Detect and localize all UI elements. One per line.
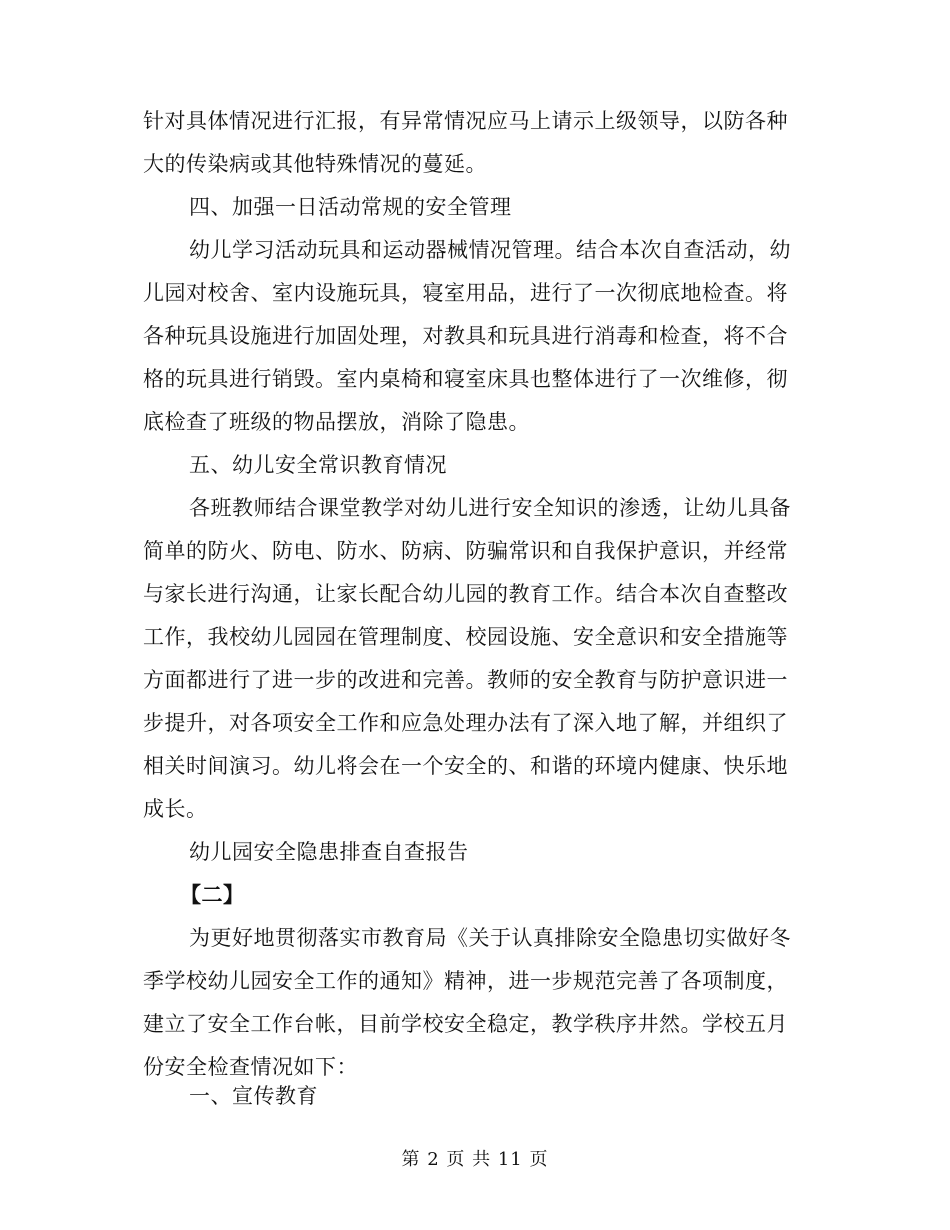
page-footer: 第 2 页 共 11 页 [401, 1149, 549, 1170]
body-text-line: 份安全检查情况如下： [143, 1055, 358, 1079]
body-text-line: 各班教师结合课堂教学对幼儿进行安全知识的渗透，让幼儿具备 [189, 496, 791, 520]
body-text-line: 大的传染病或其他特殊情况的蔓延。 [143, 152, 487, 176]
body-text-line: 成长。 [143, 797, 208, 821]
body-text-line: 方面都进行了进一步的改进和完善。教师的安全教育与防护意识进一 [143, 668, 788, 692]
body-text-line: 简单的防火、防电、防水、防病、防骗常识和自我保护意识，并经常 [143, 539, 788, 563]
body-text-line: 各种玩具设施进行加固处理，对教具和玩具进行消毒和检查，将不合 [143, 324, 788, 348]
part-marker: 【二】 [180, 882, 245, 907]
section-heading: 五、幼儿安全常识教育情况 [189, 453, 447, 477]
body-text-line: 季学校幼儿园安全工作的通知》精神，进一步规范完善了各项制度， [143, 969, 788, 993]
body-text-line: 为更好地贯彻落实市教育局《关于认真排除安全隐患切实做好冬 [189, 926, 791, 950]
body-text-line: 工作，我校幼儿园园在管理制度、校园设施、安全意识和安全措施等 [143, 625, 788, 649]
section-heading: 一、宣传教育 [189, 1084, 318, 1108]
section-heading: 四、加强一日活动常规的安全管理 [189, 195, 512, 219]
body-text-line: 步提升，对各项安全工作和应急处理办法有了深入地了解，并组织了 [143, 711, 788, 735]
body-text-line: 底检查了班级的物品摆放，消除了隐患。 [143, 410, 530, 434]
body-text-line: 建立了安全工作台帐，目前学校安全稳定，教学秩序井然。学校五月 [143, 1012, 788, 1036]
body-text-line: 相关时间演习。幼儿将会在一个安全的、和谐的环境内健康、快乐地 [143, 754, 788, 778]
report-title: 幼儿园安全隐患排查自查报告 [189, 840, 469, 864]
body-text-line: 儿园对校舍、室内设施玩具，寝室用品，进行了一次彻底地检查。将 [143, 281, 788, 305]
body-text-line: 与家长进行沟通，让家长配合幼儿园的教育工作。结合本次自查整改 [143, 582, 788, 606]
body-text-line: 格的玩具进行销毁。室内桌椅和寝室床具也整体进行了一次维修，彻 [143, 367, 788, 391]
body-text-line: 针对具体情况进行汇报，有异常情况应马上请示上级领导，以防各种 [143, 109, 788, 133]
body-text-line: 幼儿学习活动玩具和运动器械情况管理。结合本次自查活动，幼 [189, 238, 791, 262]
